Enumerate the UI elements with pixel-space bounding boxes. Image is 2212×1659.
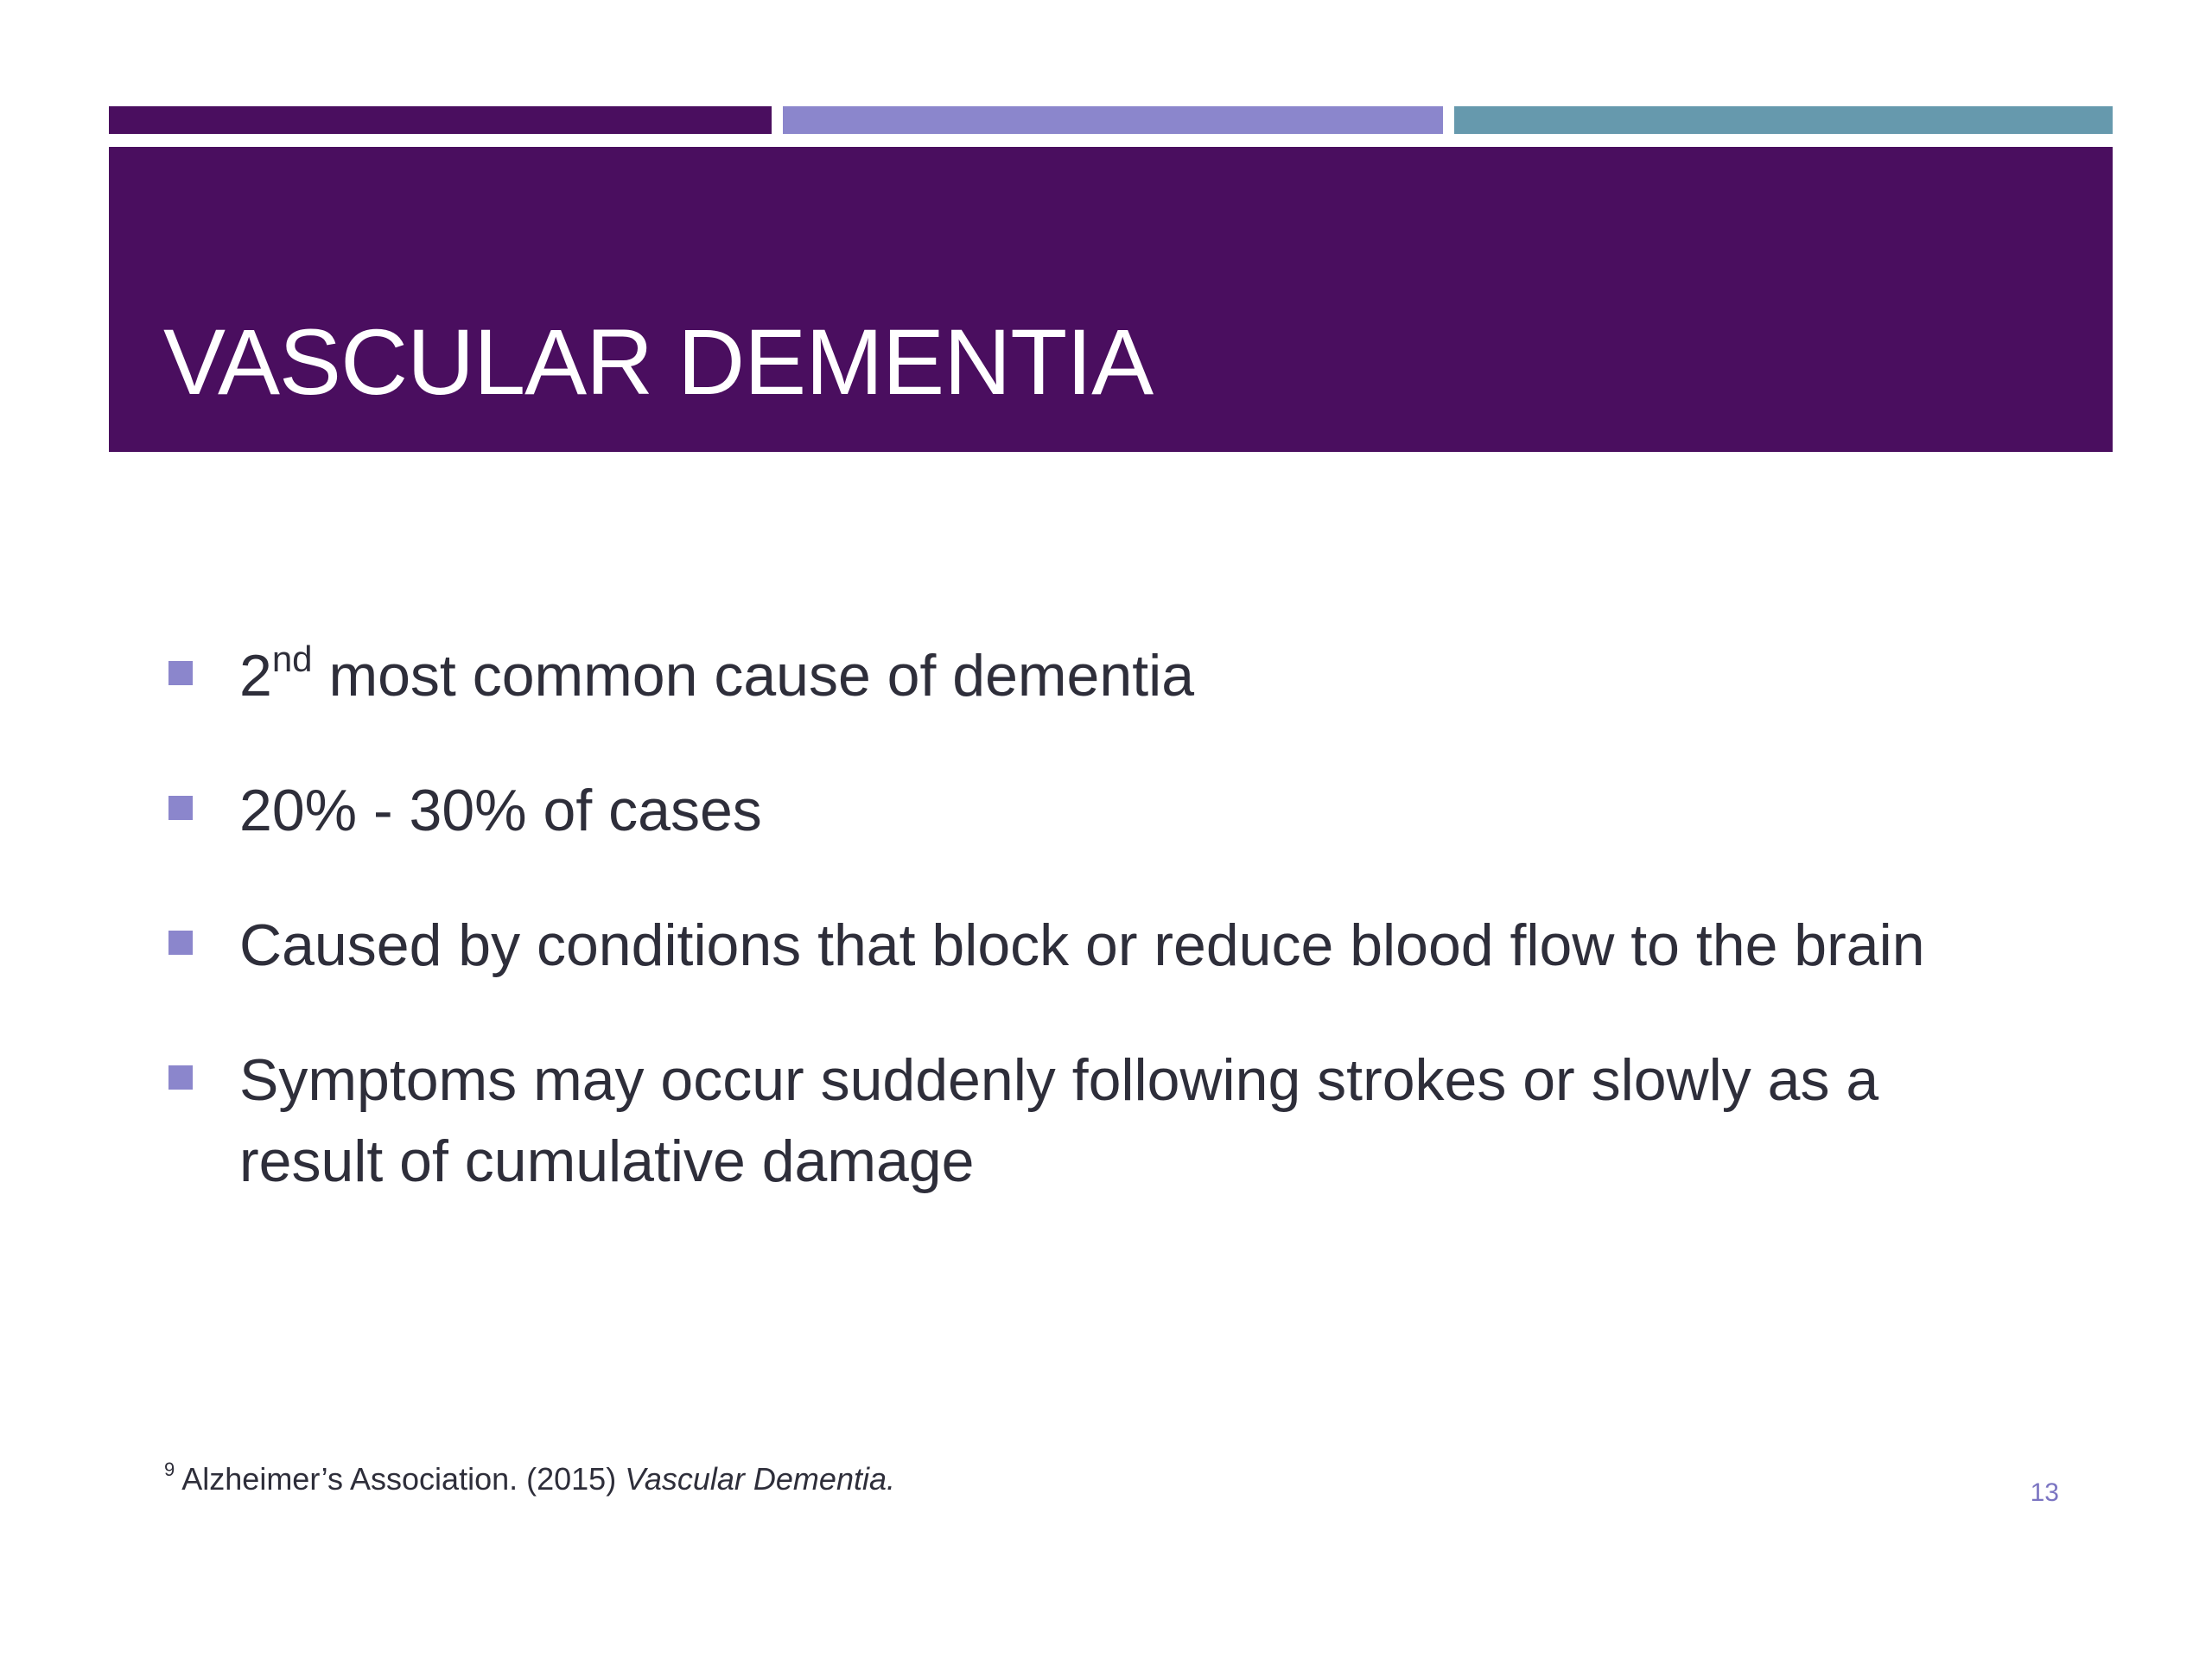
page-number: 13 xyxy=(2030,1478,2059,1507)
bullet-list xyxy=(168,635,2026,1255)
title-band xyxy=(109,147,2113,452)
accent-bar-lavender xyxy=(783,106,1443,134)
square-bullet-icon xyxy=(168,931,193,955)
bullet-prefix: 2 xyxy=(239,643,272,709)
bullet-item xyxy=(168,635,2026,716)
bullet-text: 20% - 30% of cases xyxy=(239,778,762,843)
square-bullet-icon xyxy=(168,1065,193,1090)
bullet-item xyxy=(168,905,2026,986)
square-bullet-icon xyxy=(168,796,193,820)
slide-title: VASCULAR DEMENTIA xyxy=(163,309,1154,414)
footnote-marker: 9 xyxy=(164,1459,175,1480)
citation-footnote xyxy=(164,1460,895,1498)
accent-bar-dark-purple xyxy=(109,106,772,134)
footnote-italic-title: Vascular Dementia. xyxy=(625,1461,895,1497)
square-bullet-icon xyxy=(168,661,193,685)
bullet-item xyxy=(168,770,2026,851)
accent-bar-teal xyxy=(1454,106,2113,134)
bullet-text: Caused by conditions that block or reduce blood flow to the brain xyxy=(239,912,1925,978)
bullet-text: most common cause of dementia xyxy=(312,643,1195,709)
ordinal-superscript: nd xyxy=(271,639,313,679)
bullet-text: Symptoms may occur suddenly following strokes or slowly as a result of cumulative damage xyxy=(239,1047,1879,1194)
footnote-text: Alzheimer’s Association. (2015) xyxy=(175,1461,626,1497)
bullet-item xyxy=(168,1039,2026,1202)
